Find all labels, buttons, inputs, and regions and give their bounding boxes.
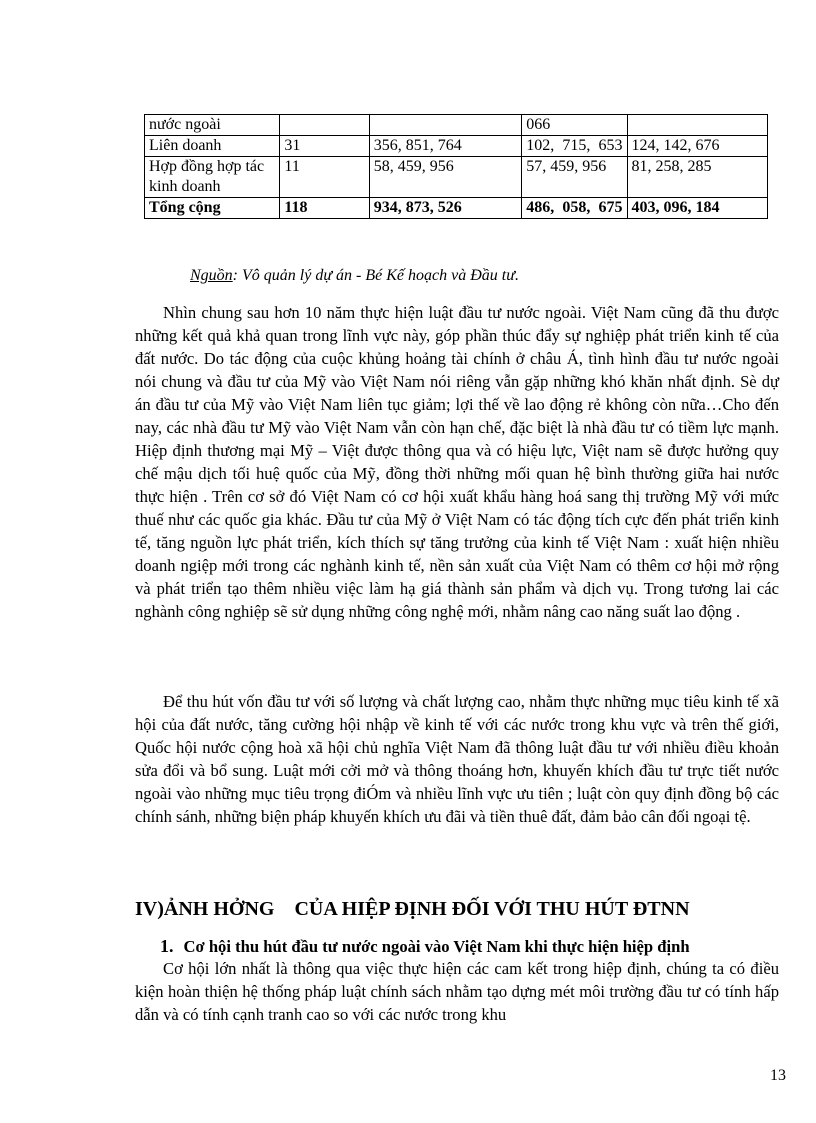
table-cell: Hợp đồng hợp tác kinh doanh: [145, 157, 280, 198]
table-cell: 31: [280, 136, 369, 157]
table-cell: nước ngoài: [145, 115, 280, 136]
table-cell: 118: [280, 198, 369, 219]
table-cell: [369, 115, 521, 136]
investment-table: [144, 114, 768, 219]
table-cell: 58, 459, 956: [369, 157, 521, 198]
body-paragraph: [135, 957, 779, 1026]
table-cell: 356, 851, 764: [369, 136, 521, 157]
subsection-heading: [160, 936, 800, 957]
page-number: 13: [770, 1067, 786, 1084]
table-cell: 102, 715, 653: [522, 136, 627, 157]
table-source-note: [190, 267, 519, 285]
table-cell: Tổng cộng: [145, 198, 280, 219]
table-cell: Liên doanh: [145, 136, 280, 157]
table-row: [145, 115, 768, 136]
table-cell: [280, 115, 369, 136]
table-cell: 934, 873, 526: [369, 198, 521, 219]
table-cell: 066: [522, 115, 627, 136]
subsection-title: Cơ hội thu hút đầu tư nước ngoài vào Việt Nam khi thực hiện hiệp định: [183, 937, 690, 956]
table-cell: 81, 258, 285: [627, 157, 767, 198]
source-text: : Vô quản lý dự án - Bé Kế hoạch và Đầu tư.: [232, 267, 519, 284]
table-row: [145, 136, 768, 157]
body-paragraph: [135, 301, 779, 623]
source-label: Nguồn: [190, 267, 233, 284]
paragraph-text: Nhìn chung sau hơn 10 năm thực hiện luật đầu tư nước ngoài. Việt Nam cũng đã thu được những kết quả khả quan trong lĩnh vực này, góp phần thúc đẩy sự nghiệp phát triển kinh tế của đất nước. Do tác động của cuộc khủng hoảng tài chính ở châu Á, tình hình đầu tư nước ngoài nói chung và đầu tư của Mỹ vào Việt Nam nói riêng vẫn gặp những khó khăn nhất định. Sè dự án đầu tư của Mỹ vào Việt Nam liên tục giảm; lợi thế về lao động rẻ không còn nữa…Cho đến nay, các nhà đầu tư Mỹ vào Việt Nam vẫn còn hạn chế, đặc biệt là nhà đầu tư có tiềm lực mạnh. Hiệp định thương mại Mỹ – Việt được thông qua và có hiệu lực, Việt nam sẽ được hưởng quy chế mậu dịch tối huệ quốc của Mỹ, đồng thời những mối quan hệ bình thường giữa hai nước thực hiện . Trên cơ sở đó Việt Nam có cơ hội xuất khẩu hàng hoá sang thị trường Mỹ với mức thuế như các quốc gia khác. Đầu tư của Mỹ ở Việt Nam có tác động tích cực đến phát triển kinh tế, tăng nguồn lực phát triển, kích thích sự tăng trưởng của kinh tế Việt Nam : xuất hiện nhiều doanh ngiệp mới trong các nghành kinh tế, nền sản xuất của Việt Nam có thêm cơ hội mở rộng và phát triển tạo thêm nhiều việc làm hạ giá thành sản phẩm và dịch vụ. Trong tương lai các nghành công nghiệp sẽ sử dụng những công nghệ mới, nhằm nâng cao năng suất lao động .: [135, 303, 779, 621]
table-cell: 57, 459, 956: [522, 157, 627, 198]
table-cell: 11: [280, 157, 369, 198]
table-cell: 486, 058, 675: [522, 198, 627, 219]
section-heading: IV)ẢNH HỞNG CỦA HIỆP ĐỊNH ĐỐI VỚI THU HÚT ĐTNN: [135, 898, 690, 920]
paragraph-text: Để thu hút vốn đầu tư với số lượng và chất lượng cao, nhằm thực những mục tiêu kinh tế xã hội của đất nước, tăng cường hội nhập về kinh tế với các nước trong khu vực và trên thế giới, Quốc hội nước cộng hoà xã hội chủ nghĩa Việt Nam đã thông luật đầu tư với nhiều điều khoản sửa đổi và bổ sung. Luật mới cởi mở và thông thoáng hơn, khuyến khích đầu tư trực tiết nước ngoài vào những mục tiêu trọng điÓm và nhiều lĩnh vực ưu tiên ; luật còn quy định đồng bộ các chính sánh, những biện pháp khuyến khích ưu đãi và tiền thuê đất, đảm bảo cân đối ngoại tệ.: [135, 692, 779, 826]
table-cell: 124, 142, 676: [627, 136, 767, 157]
body-paragraph: [135, 690, 779, 828]
subsection-number: 1.: [160, 936, 174, 956]
table-cell: [627, 115, 767, 136]
table-row-total: [145, 198, 768, 219]
paragraph-text: Cơ hội lớn nhất là thông qua việc thực hiện các cam kết trong hiệp định, chúng ta có điều kiện hoàn thiện hệ thống pháp luật chính sách nhằm tạo dựng mét môi trường đầu tư có tính hấp dẫn và có tính cạnh tranh cao so với các nước trong khu: [135, 959, 779, 1024]
table-cell: 403, 096, 184: [627, 198, 767, 219]
table-row: [145, 157, 768, 198]
